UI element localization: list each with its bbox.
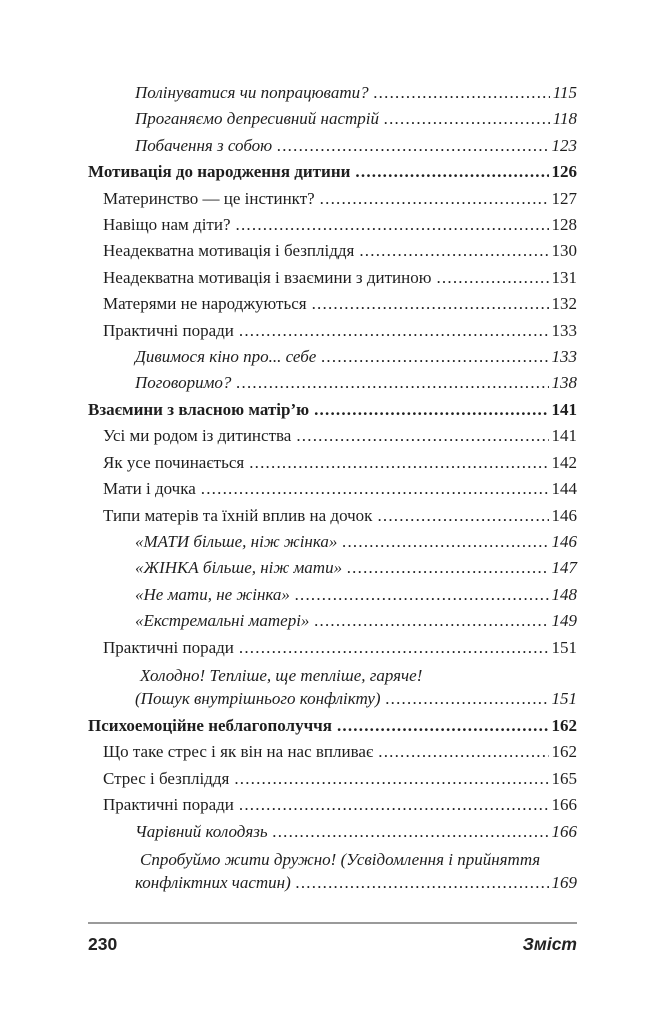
toc-entry-row — [88, 819, 577, 845]
toc-entry — [88, 318, 577, 344]
toc-entry-row — [88, 106, 577, 132]
toc-entry-title: Неадекватна мотивація і безпліддя — [103, 241, 355, 261]
dot-leader — [239, 318, 549, 344]
toc-entry — [88, 291, 577, 317]
dot-leader — [236, 370, 548, 396]
toc-entry — [88, 608, 577, 634]
toc-entry-row — [88, 397, 577, 423]
toc-page-number: 118 — [552, 109, 577, 129]
toc-entry-title: Материнство — це інстинкт? — [103, 188, 315, 208]
toc-entry-title: Дивимося кіно про... себе — [135, 347, 317, 367]
toc-entry — [88, 529, 577, 555]
dot-leader — [320, 186, 549, 212]
toc-entry-row — [88, 238, 577, 264]
toc-entry — [88, 845, 577, 897]
toc-page-number: 148 — [551, 584, 577, 604]
toc-page-number: 162 — [551, 715, 577, 735]
dot-leader — [384, 106, 550, 132]
footer-page-number: 230 — [88, 934, 118, 954]
toc-entry — [88, 661, 577, 713]
toc-entry-title: Типи матерів та їхній вплив на дочок — [103, 505, 373, 525]
toc-entry-row — [88, 265, 577, 291]
toc-entry-title: Матерями не народжуються — [103, 294, 307, 314]
toc-entry — [88, 582, 577, 608]
toc-entry — [88, 450, 577, 476]
toc-entry-title: конфліктних частин) — [135, 872, 291, 892]
toc-entry-row — [88, 80, 577, 106]
toc-page-number: 166 — [551, 821, 577, 841]
toc-entry-title: Що таке стрес і як він на нас впливає — [103, 742, 374, 762]
toc-page-number: 162 — [551, 742, 577, 762]
toc-page-number: 165 — [551, 768, 577, 788]
toc-page-number: 146 — [551, 531, 577, 551]
toc-entry-title: «Не мати, не жінка» — [135, 584, 290, 604]
toc-entry-title: Холодно! Тепліше, ще тепліше, гаряче! — [140, 665, 423, 685]
dot-leader — [374, 80, 550, 106]
toc-page-number: 141 — [551, 399, 577, 419]
dot-leader — [239, 635, 549, 661]
toc-entry-title: Спробуймо жити дружно! (Усвідомлення і прийняття — [140, 849, 541, 869]
toc-page-number: 142 — [551, 452, 577, 472]
toc-entry — [88, 792, 577, 818]
dot-leader — [273, 819, 549, 845]
toc-entry — [88, 397, 577, 423]
dot-leader — [296, 423, 548, 449]
toc-entry-row — [88, 186, 577, 212]
toc-entry-title: Практичні поради — [103, 637, 234, 657]
dot-leader — [249, 450, 548, 476]
toc-entry-title: Чарівний колодязь — [135, 821, 268, 841]
toc-entry — [88, 212, 577, 238]
toc-entry — [88, 423, 577, 449]
toc-page-number: 128 — [551, 215, 577, 235]
toc-entry-row — [88, 423, 577, 449]
dot-leader — [201, 476, 549, 502]
dot-leader — [377, 503, 548, 529]
dot-leader — [314, 397, 548, 423]
toc-entry — [88, 186, 577, 212]
toc-page-number: 133 — [551, 347, 577, 367]
toc-entry-title: Побачення з собою — [135, 135, 273, 155]
toc-entry — [88, 370, 577, 396]
toc-page-number: 127 — [551, 188, 577, 208]
toc-page-number: 146 — [551, 505, 577, 525]
toc-entry-title: Практичні поради — [103, 795, 234, 815]
toc-entry-row — [88, 344, 577, 370]
toc-entry-row — [88, 687, 577, 713]
dot-leader — [314, 608, 548, 634]
dot-leader — [312, 291, 549, 317]
toc-entry-row — [88, 212, 577, 238]
toc-entry — [88, 344, 577, 370]
toc-page-number: 131 — [551, 267, 577, 287]
toc-entry — [88, 80, 577, 106]
toc-entry-row — [88, 713, 577, 739]
toc-entry — [88, 766, 577, 792]
toc-entry-title: «МАТИ більше, ніж жінка» — [135, 531, 338, 551]
toc-entry-row — [88, 582, 577, 608]
toc-entry-title: Усі ми родом із дитинства — [103, 426, 292, 446]
toc-entry-row — [88, 871, 577, 897]
toc-entry-row — [88, 766, 577, 792]
page-footer — [88, 934, 577, 955]
toc-entry-title: Навіщо нам діти? — [103, 215, 231, 235]
toc-page-number: 169 — [551, 872, 577, 892]
toc-entry-row — [88, 450, 577, 476]
toc-page-number: 144 — [551, 479, 577, 499]
toc-entry — [88, 555, 577, 581]
toc-entry-row — [88, 476, 577, 502]
toc-entry-title: «ЖІНКА більше, ніж мати» — [135, 558, 343, 578]
toc-entry — [88, 476, 577, 502]
toc-entry-row — [88, 291, 577, 317]
toc-entry — [88, 238, 577, 264]
toc-entry — [88, 106, 577, 132]
footer-divider — [88, 922, 577, 924]
toc-page-number: 147 — [551, 558, 577, 578]
toc-entry-title: Мотивація до народження дитини — [88, 162, 351, 182]
toc-page-number: 141 — [551, 426, 577, 446]
toc-entry-row — [88, 370, 577, 396]
toc-entry — [88, 635, 577, 661]
toc-entry-row — [88, 133, 577, 159]
toc-page-number: 133 — [551, 320, 577, 340]
toc-page-number: 149 — [551, 611, 577, 631]
toc-entry-title: Психоемоційне неблагополуччя — [88, 715, 332, 735]
toc-entry — [88, 739, 577, 765]
dot-leader — [359, 238, 548, 264]
toc-entry — [88, 503, 577, 529]
toc-entry-title: «Екстремальні матері» — [135, 611, 310, 631]
toc-entry-row — [88, 635, 577, 661]
dot-leader — [239, 792, 549, 818]
toc-page-number: 126 — [551, 162, 577, 182]
dot-leader — [277, 133, 548, 159]
toc-entry — [88, 133, 577, 159]
toc-entry-title: Стрес і безпліддя — [103, 768, 230, 788]
toc-entry-title: Практичні поради — [103, 320, 234, 340]
dot-leader — [295, 582, 549, 608]
toc-page-number: 151 — [551, 637, 577, 657]
toc-entry-row — [88, 529, 577, 555]
toc-page-number: 123 — [551, 135, 577, 155]
dot-leader — [234, 766, 548, 792]
toc-entry-title: Полінуватися чи попрацювати? — [135, 83, 369, 102]
dot-leader — [378, 739, 548, 765]
dot-leader — [355, 159, 548, 185]
toc-entry — [88, 159, 577, 185]
toc-entry-title: (Пошук внутрішнього конфлікту) — [135, 688, 381, 708]
toc-page-number: 115 — [552, 83, 577, 102]
toc-entry-row — [88, 159, 577, 185]
dot-leader — [236, 212, 549, 238]
dot-leader — [296, 871, 549, 894]
toc-entry — [88, 265, 577, 291]
footer-section-title: Зміст — [522, 934, 577, 954]
toc-entry-title: Поговоримо? — [135, 373, 232, 393]
toc-entry-title: Мати і дочка — [103, 479, 196, 499]
toc-page-number: 130 — [551, 241, 577, 261]
toc-entry-title: Як усе починається — [103, 452, 245, 472]
toc-entry — [88, 819, 577, 845]
toc-entry-row — [88, 792, 577, 818]
dot-leader — [342, 529, 548, 555]
toc-entry-title: Неадекватна мотивація і взаємини з дитиною — [103, 267, 432, 287]
toc-entry-row — [88, 608, 577, 634]
dot-leader — [386, 687, 549, 710]
toc-entry-title: Проганяємо депресивний настрій — [135, 109, 380, 129]
dot-leader — [347, 555, 548, 581]
table-of-contents — [88, 80, 577, 897]
dot-leader — [321, 344, 548, 370]
toc-page-number: 151 — [551, 688, 577, 708]
dot-leader — [337, 713, 549, 739]
toc-page-number: 138 — [551, 373, 577, 393]
toc-entry-row — [88, 739, 577, 765]
toc-entry — [88, 713, 577, 739]
toc-entry-row — [88, 318, 577, 344]
toc-entry-row — [88, 503, 577, 529]
dot-leader — [436, 265, 548, 291]
toc-page-number: 166 — [551, 795, 577, 815]
toc-entry-title: Взаємини з власною матір’ю — [88, 399, 310, 419]
toc-page-number: 132 — [551, 294, 577, 314]
toc-entry-row — [88, 555, 577, 581]
